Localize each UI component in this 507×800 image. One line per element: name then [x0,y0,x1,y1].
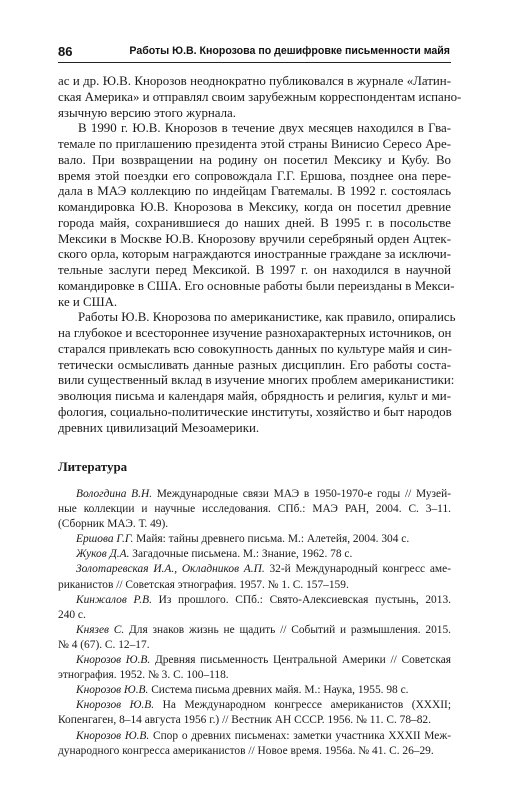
reference-author: Жуков Д.А. [76,548,130,561]
reference-entry [58,547,451,562]
reference-author: Кнорозов Ю.В. [76,684,149,697]
text-line: ская Америка» и отправлял своим зарубежным корреспондентам испано- [58,89,462,104]
reference-entry [58,653,451,683]
reference-entry [58,562,451,592]
reference-text: Спор о древних письменах: заметки участника XXXII Меж- [149,729,452,742]
reference-text: Из прошлого. СПб.: Свято-Алексиевская пустынь, 2013. [151,593,451,606]
reference-text: Загадочные письмена. М.: Знание, 1962. 78 с. [129,548,353,561]
reference-author: Кнорозов Ю.В. [76,654,151,667]
reference-line: 240 с. [58,608,86,621]
running-header [58,44,450,60]
reference-author: Кинжалов Р.В. [76,593,152,606]
main-text [58,74,462,436]
text-line: язычную версию этого журнала. [58,105,236,120]
text-line: Работы Ю.В. Кнорозова по американистике, как правило, опирались [78,310,456,325]
reference-author: Вологдина В.Н. [76,488,153,500]
reference-author: Князев С. [76,623,125,636]
text-line: старался привлекать всю совокупность данных по культуре майя и син- [58,341,452,356]
reference-entry [58,593,451,623]
references-list [58,487,451,759]
text-line: дала в МАЭ коллекцию по индейцам Гватемалы. В 1992 г. состоялась [58,184,451,199]
text-line: фология, социально-политические институты, хозяйство и быт народов [58,404,452,419]
paragraph [58,74,462,121]
reference-line: дународного конгресса американистов // Новое время. 1956а. № 41. С. 26–29. [58,744,434,757]
reference-entry [58,623,451,653]
reference-line [58,593,451,608]
text-line: города майя, сохранившиеся до наших дней. В 1995 г. в посольстве [58,215,451,230]
reference-line: Копенгаген, 8–14 августа 1956 г.) // Вестник АН СССР. 1956. № 11. С. 78–82. [58,714,431,727]
text-line: ского орла, которым награждаются иностранные граждане за исключи- [58,247,451,262]
text-line: командировке в США. Его основные работы были переизданы в Мекси- [58,278,455,293]
text-line: тетически осмысливать данные разных дисциплин. Его работы соста- [58,357,451,372]
reference-line [58,562,451,577]
text-line: В 1990 г. Ю.В. Кнорозов в течение двух месяцев находился в Гва- [78,121,451,136]
reference-line: № 4 (67). С. 12–17. [58,638,150,651]
reference-text: 32-й Международный конгресс аме- [264,563,451,576]
reference-author: Кнорозов Ю.В. [76,699,155,712]
text-line: ке и США. [58,294,118,309]
reference-entry [58,698,451,728]
reference-text: Международные связи МАЭ в 1950-1970-е годы // Музей- [152,488,451,500]
reference-author: Кнорозов Ю.В. [76,729,150,742]
text-line: командировка Ю.В. Кнорозова в Мексику, когда он посетил древние [58,200,451,214]
reference-entry [58,532,451,547]
page-number: 86 [58,44,73,59]
text-line: Мексики в Москве Ю.В. Кнорозову вручили серебряный орден Ацтек- [58,231,451,246]
text-line: вили существенный вклад в изучение многих проблем американистики: [58,373,455,388]
reference-entry [58,729,451,759]
reference-line: ные коллекции и научные исследования. СПб.: МАЭ РАН, 2004. С. 3–11. [58,503,451,516]
text-line: время этой поездки его сопровождала Г.Г. Ершова, позднее она пере- [58,168,451,183]
references-heading: Литература [58,459,128,474]
reference-line [58,653,451,668]
header-rule [58,62,451,63]
reference-line [58,623,451,638]
reference-line [58,683,451,698]
text-line: тельные заслуги перед Мексикой. В 1997 г. он находился в научной [58,263,451,277]
text-line: эволюция письма и календаря майя, обрядность и религия, культ и ми- [58,389,451,403]
reference-line [58,698,451,713]
reference-entry [58,487,451,532]
reference-text: Система письма древних майя. М.: Наука, 1955. 98 с. [148,684,409,697]
reference-text: Для знаков жизнь не щадить // Событий и размышления. 2015. [124,623,452,636]
reference-text: Майя: тайны древнего письма. М.: Алетейя, 2004. 304 с. [133,533,410,546]
text-line: вало. При возвращении на родину он посетил Мексику и Кубу. Во [58,152,451,167]
reference-entry [58,683,451,698]
text-line: ас и др. Ю.В. Кнорозов неоднократно публиковался в журнале «Латин- [58,74,451,88]
text-line: темале по приглашению президента этой страны Винисио Сересо Аре- [58,137,451,151]
reference-line [58,487,451,502]
reference-line [58,729,451,744]
reference-author: Золотаревская И.А., Окладников А.П. [76,563,265,576]
text-line: на глубокое и всестороннее изучение разнохарактерных источников, он [58,326,452,340]
reference-text: Древняя письменность Центральной Америки // Советская [150,654,452,667]
reference-author: Ершова Г.Г. [76,533,134,546]
paragraph [58,121,455,310]
running-title: Работы Ю.В. Кнорозова по дешифровке письменности майя [129,45,450,57]
reference-line: риканистов // Советская этнография. 1957. № 1. С. 157–159. [58,578,349,591]
reference-text: На Международном конгрессе американистов (XXXII; [154,699,451,712]
reference-line [58,547,451,562]
paragraph [58,310,456,436]
reference-line: этнография. 1952. № 3. С. 100–118. [58,669,229,682]
reference-line [58,532,451,547]
text-line: древних цивилизаций Мезоамерики. [58,420,260,435]
reference-line: (Сборник МАЭ. Т. 49). [58,518,169,531]
